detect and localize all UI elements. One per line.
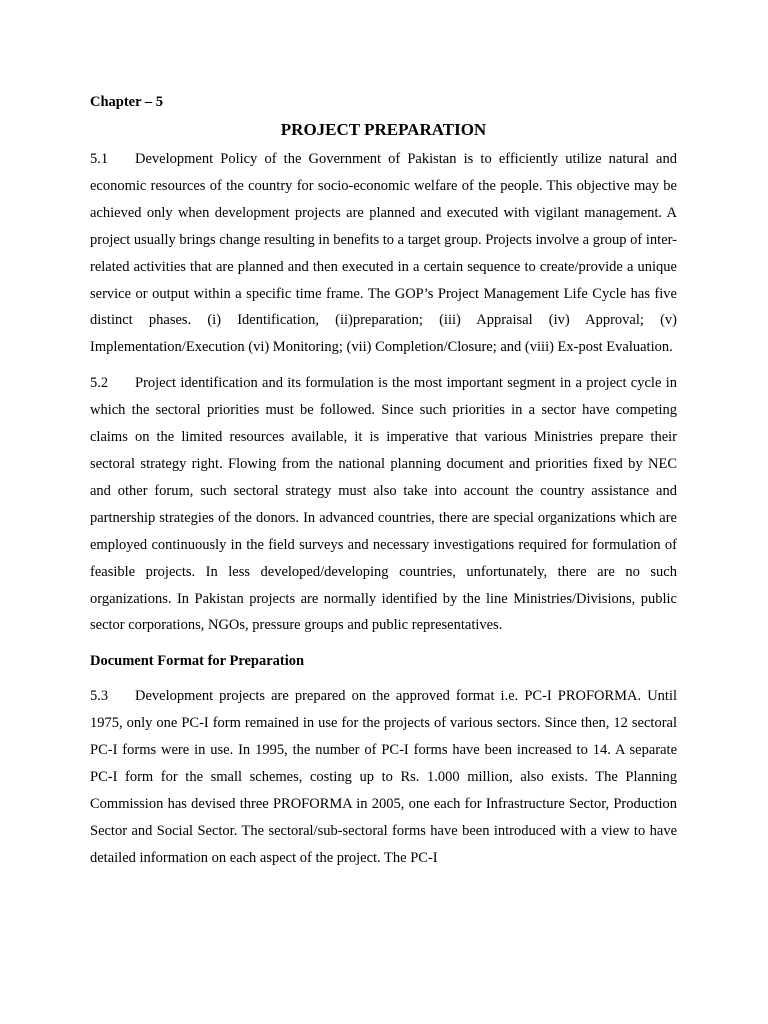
paragraph-number: 5.3 [90, 688, 109, 705]
page-title: PROJECT PREPARATION [280, 120, 487, 139]
paragraph-5-1 [90, 146, 677, 361]
paragraph-text: Development projects are prepared on the approved format i.e. PC-I PROFORMA. Until 1975, only one PC-I form remained in use for the projects of various sectors. Since then, 12 sectoral PC-I forms were in use. In 1995, the number of PC-I forms have been increased to 14. A separate PC-I form for the small schemes, costing up to Rs. 1.000 million, also exists. The Planning Commission has devised three PROFORMA in 2005, one each for Infrastructure Sector, Production Sector and Social Sector. The sectoral/sub-sectoral forms have been introduced with a view to have detailed information on each aspect of the project. The PC-I [90, 688, 677, 866]
paragraph-5-3 [90, 683, 677, 871]
paragraph-number: 5.2 [90, 375, 109, 392]
paragraph-number: 5.1 [90, 151, 109, 167]
section-heading-document-format: Document Format for Preparation [90, 653, 305, 670]
document-page [90, 92, 677, 881]
paragraph-5-2 [90, 370, 677, 639]
chapter-label: Chapter – 5 [90, 94, 164, 110]
paragraph-text: Development Policy of the Government of Pakistan is to efficiently utilize natural and economic resources of the country for socio-economic welfare of the people. This objective may be achieved only when development projects are planned and executed with vigilant management. A project usually brings change resulting in benefits to a target group. Projects involve a group of inter-related activities that are planned and then executed in a certain sequence to create/provide a unique service or output within a specific time frame. The GOP’s Project Management Life Cycle has five distinct phases. (i) Identification, (ii)preparation; (iii) Appraisal (iv) Approval; (v) Implementation/Execution (vi) Monitoring; (vii) Completion/Closure; and (viii) Ex-post Evaluation. [90, 151, 677, 356]
paragraph-text: Project identification and its formulation is the most important segment in a project cycle in which the sectoral priorities must be followed. Since such priorities in a sector have competing claims on the limited resources available, it is imperative that various Ministries prepare their sectoral strategy right. Flowing from the national planning document and priorities fixed by NEC and other forum, such sectoral strategy must also take into account the country assistance and partnership strategies of the donors. In advanced countries, there are special organizations which are employed continuously in the field surveys and necessary investigations required for formulation of feasible projects. In less developed/developing countries, unfortunately, there are no such organizations. In Pakistan projects are normally identified by the line Ministries/Divisions, public sector corporations, NGOs, pressure groups and public representatives. [90, 375, 677, 634]
